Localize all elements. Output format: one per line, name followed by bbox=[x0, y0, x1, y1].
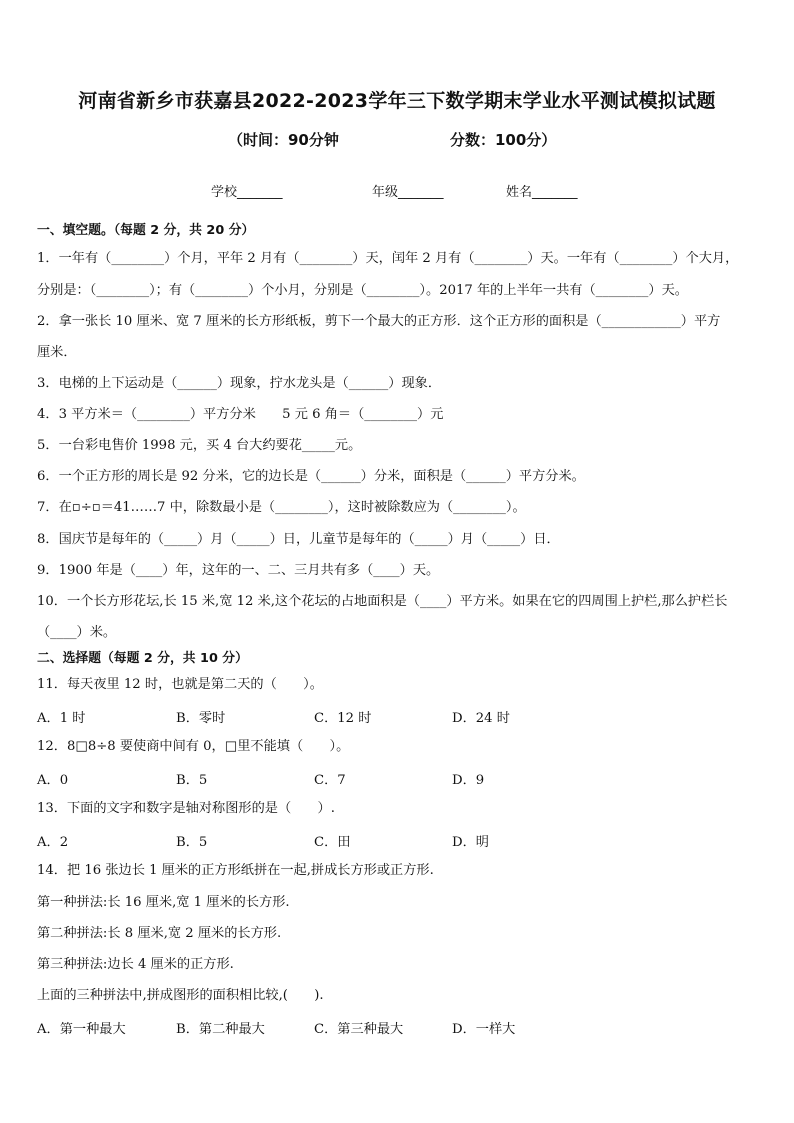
q14-option-b: B．第二种最大 bbox=[176, 1022, 265, 1037]
q14-method-1: 第一种拼法:长 16 厘米,宽 1 厘米的长方形. bbox=[37, 895, 290, 910]
q3-line: 3．电梯的上下运动是（______）现象，拧水龙头是（______）现象． bbox=[37, 376, 442, 391]
q2-line1: 2．拿一张长 10 厘米、宽 7 厘米的长方形纸板，剪下一个最大的正方形．这个正方形的面积是（____________）平方 bbox=[37, 314, 721, 329]
q2-line2: 厘米． bbox=[37, 345, 77, 360]
q12-stem: 12．8□8÷8 要使商中间有 0，□里不能填（ ）。 bbox=[37, 739, 350, 754]
name-field: 姓名_______ bbox=[506, 185, 578, 200]
q14-option-d: D．一样大 bbox=[452, 1022, 516, 1037]
q14-stem: 14．把 16 张边长 1 厘米的正方形纸拼在一起,拼成长方形或正方形. bbox=[37, 863, 434, 878]
section1-title: 一、填空题。（每题 2 分，共 20 分） bbox=[37, 223, 255, 238]
q8-line: 8．国庆节是每年的（_____）月（_____）日，儿童节是每年的（_____）月（_____）日． bbox=[37, 532, 560, 547]
q1-line2: 分别是：（________）；有（________）个小月，分别是（________）。2017 年的上半年一共有（________）天。 bbox=[37, 283, 688, 298]
section2-title: 二、选择题（每题 2 分，共 10 分） bbox=[37, 651, 248, 666]
q1-line1: 1．一年有（________）个月，平年 2 月有（________）天，闰年 2 月有（________）天。一年有（________）个大月， bbox=[37, 251, 739, 266]
q12-option-c: C．7 bbox=[314, 773, 346, 788]
q4-line: 4．3 平方米＝（________）平方分米 5 元 6 角＝（________）元 bbox=[37, 407, 444, 422]
q11-option-c: C．12 时 bbox=[314, 711, 372, 726]
exam-title: 河南省新乡市获嘉县2022-2023学年三下数学期末学业水平测试模拟试题 bbox=[78, 90, 716, 112]
q9-line: 9．1900 年是（____）年，这年的一、二、三月共有多（____）天。 bbox=[37, 563, 440, 578]
q10-line2: （____）米。 bbox=[37, 625, 117, 640]
q11-option-a: A．1 时 bbox=[37, 711, 86, 726]
grade-field: 年级_______ bbox=[372, 185, 444, 200]
q13-option-a: A．2 bbox=[37, 835, 69, 850]
q11-option-d: D．24 时 bbox=[452, 711, 510, 726]
q14-method-2: 第二种拼法:长 8 厘米,宽 2 厘米的长方形. bbox=[37, 926, 282, 941]
q10-line1: 10．一个长方形花坛,长 15 米,宽 12 米,这个花坛的占地面积是（____）平方米。如果在它的四周围上护栏,那么护栏长 bbox=[37, 594, 728, 609]
q14-option-a: A．第一种最大 bbox=[37, 1022, 126, 1037]
q6-line: 6．一个正方形的周长是 92 分米，它的边长是（______）分米，面积是（______）平方分米。 bbox=[37, 469, 585, 484]
q12-option-d: D．9 bbox=[452, 773, 485, 788]
q13-option-d: D．明 bbox=[452, 835, 489, 850]
q14-method-3: 第三种拼法:边长 4 厘米的正方形. bbox=[37, 957, 234, 972]
exam-score: 分数：100分） bbox=[450, 131, 557, 149]
q14-option-c: C．第三种最大 bbox=[314, 1022, 404, 1037]
q13-option-c: C．田 bbox=[314, 835, 351, 850]
school-field: 学校_______ bbox=[211, 185, 283, 200]
q7-line: 7．在▫÷▫＝41……7 中，除数最小是（________），这时被除数应为（________）。 bbox=[37, 500, 526, 515]
q13-stem: 13．下面的文字和数字是轴对称图形的是（ ）. bbox=[37, 801, 335, 816]
exam-time: （时间：90分钟 bbox=[228, 131, 339, 149]
q11-option-b: B．零时 bbox=[176, 711, 226, 726]
q11-stem: 11．每天夜里 12 时，也就是第二天的（ ）。 bbox=[37, 677, 323, 692]
q12-option-a: A．0 bbox=[37, 773, 69, 788]
q5-line: 5．一台彩电售价 1998 元，买 4 台大约要花_____元。 bbox=[37, 438, 362, 453]
q12-option-b: B．5 bbox=[176, 773, 208, 788]
q14-question: 上面的三种拼法中,拼成图形的面积相比较,( ). bbox=[37, 988, 324, 1003]
q13-option-b: B．5 bbox=[176, 835, 208, 850]
